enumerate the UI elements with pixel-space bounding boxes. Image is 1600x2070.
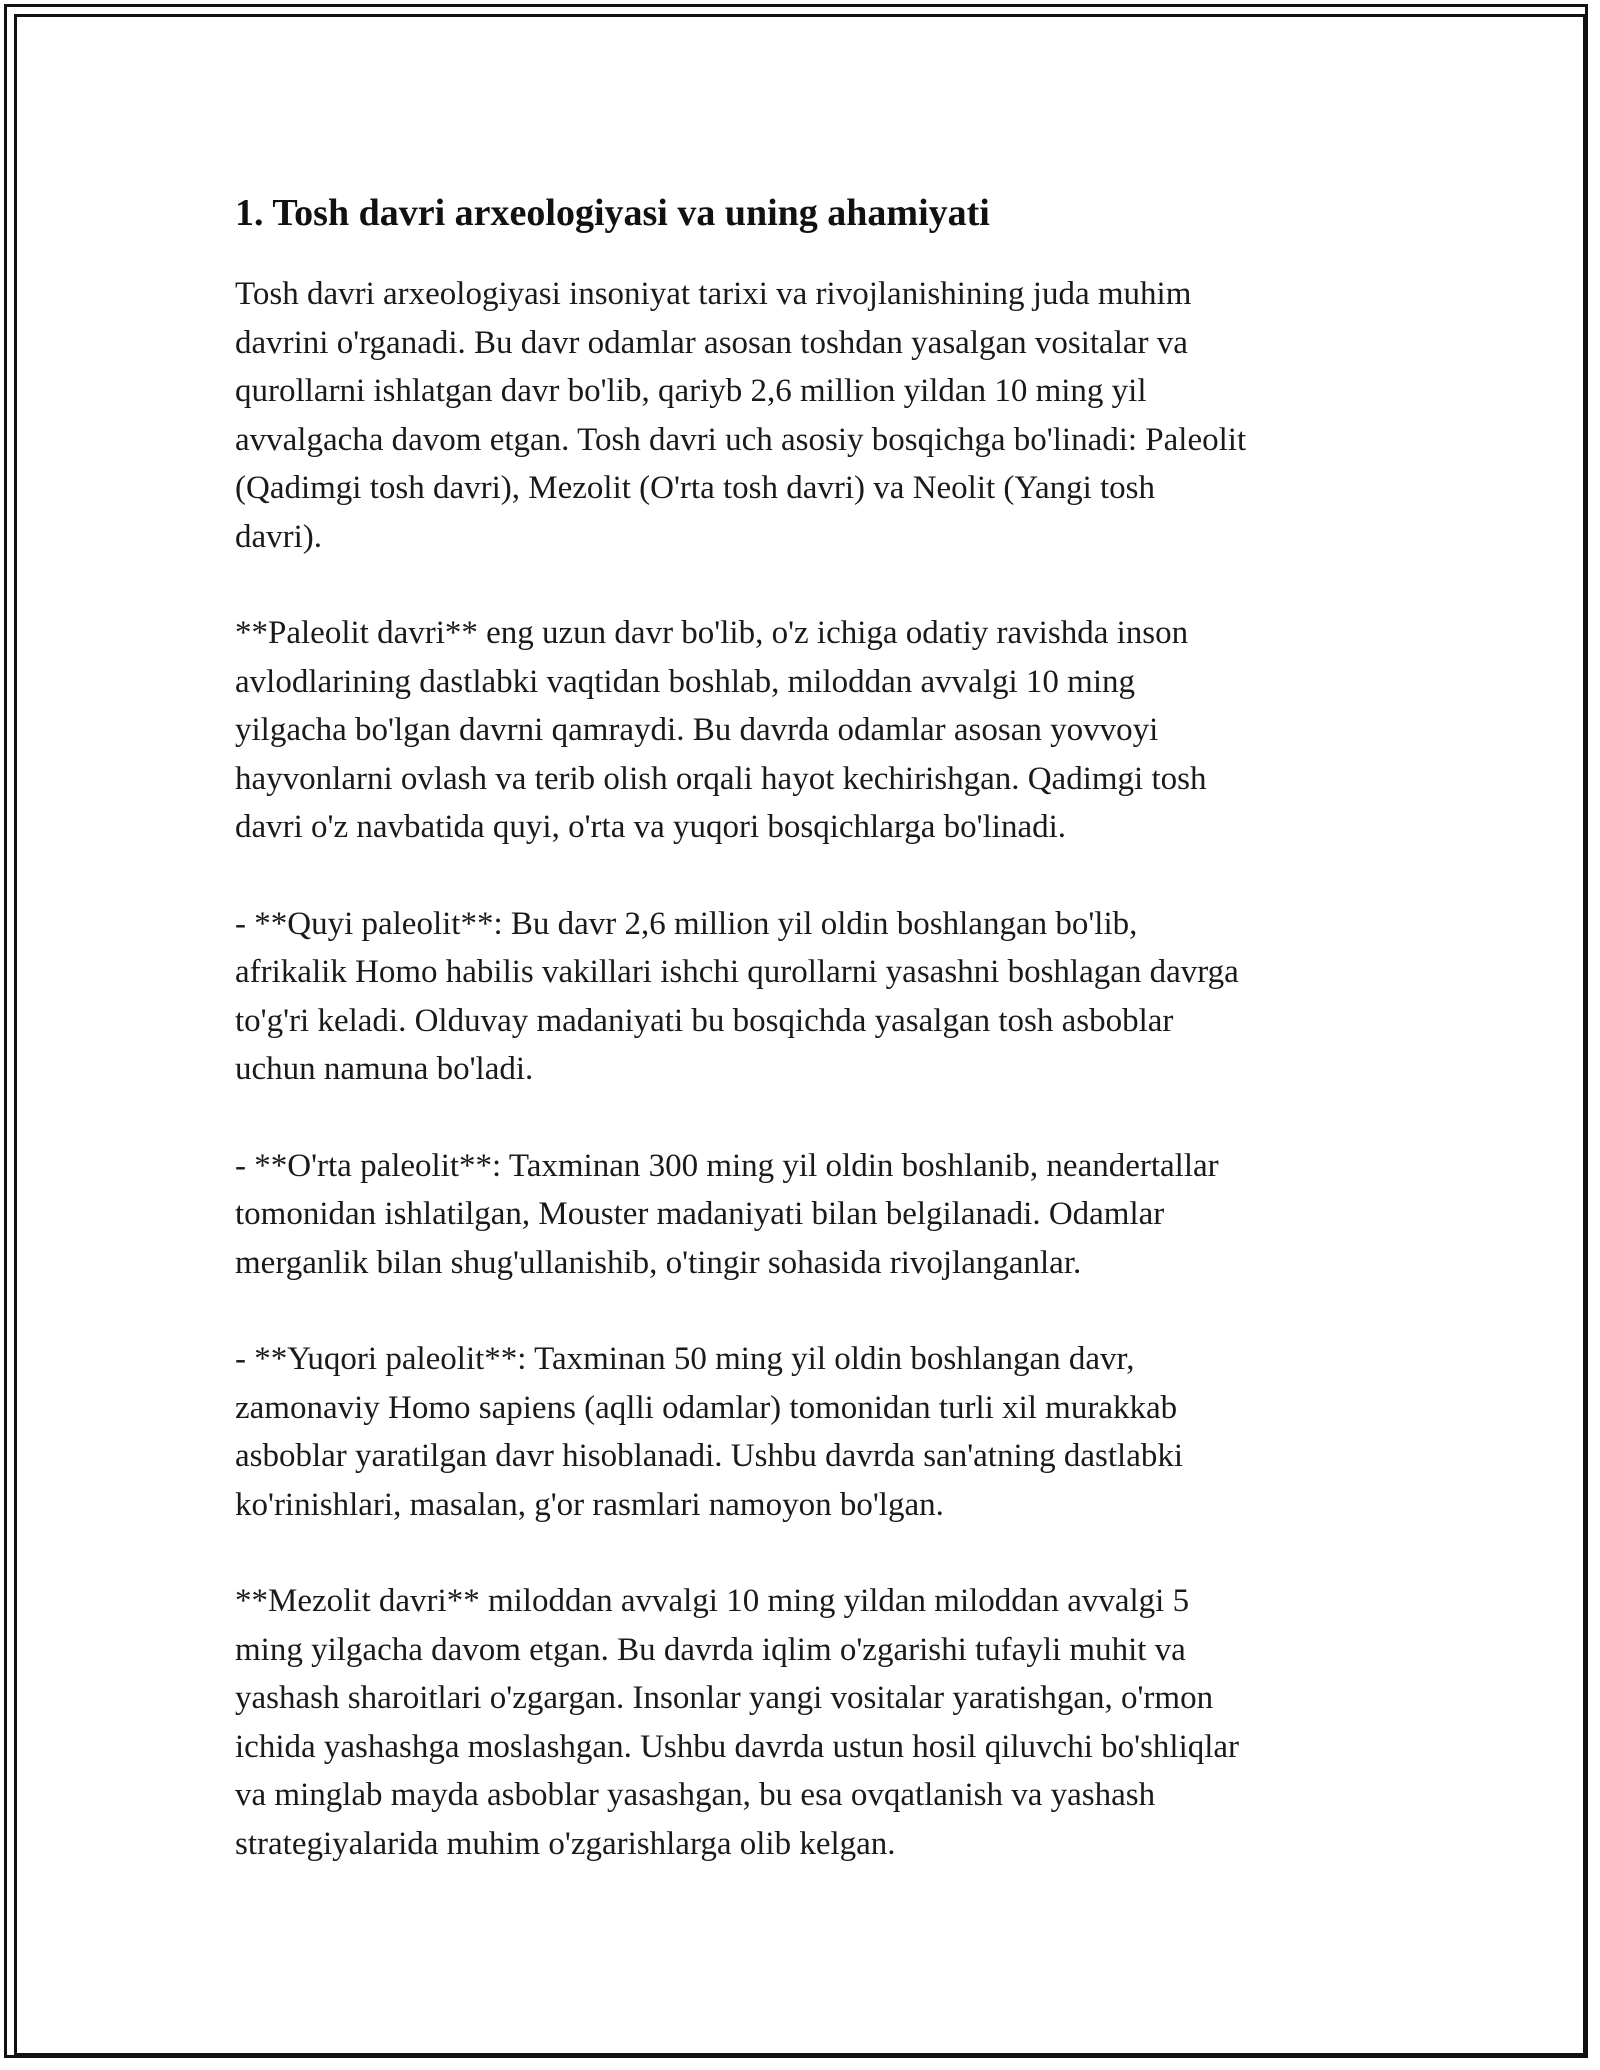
paragraph-yuqori-paleolit: - **Yuqori paleolit**: Taxminan 50 ming yil oldin boshlangan davr, zamonaviy Homo sapiens (aqlli odamlar) tomonidan turli xil murakkab asboblar yaratilgan davr hisoblanadi. Ushbu davrda san'atning dastlabki ko'rinishlari, masalan, g'or rasmlari namoyon bo'lgan. [235, 1341, 1184, 1523]
section-heading: 1. Tosh davri arxeologiyasi va uning ahamiyati [235, 192, 990, 234]
paragraph-quyi-paleolit: - **Quyi paleolit**: Bu davr 2,6 million yil oldin boshlangan bo'lib, afrikalik Homo habilis vakillari ishchi qurollarni yasashni boshlagan davrga to'g'ri keladi. Olduvay madaniyati bu bosqichda yasalgan tosh asboblar uchun namuna bo'ladi. [235, 905, 1239, 1087]
paragraph-mezolit: **Mezolit davri** miloddan avvalgi 10 ming yildan miloddan avvalgi 5 ming yilgacha davom etgan. Bu davrda iqlim o'zgarishi tufayli muhit va yashash sharoitlari o'zgargan. Insonlar yangi vositalar yaratishgan, o'rmon ichida yashashga moslashgan. Ushbu davrda ustun hosil qiluvchi bo'shliqlar va minglab mayda asboblar yasashgan, bu esa ovqatlanish va yashash strategiyalarida muhim o'zgarishlarga olib kelgan. [235, 1583, 1240, 1862]
paragraph-intro: Tosh davri arxeologiyasi insoniyat tarixi va rivojlanishining juda muhim davrini o'rganadi. Bu davr odamlar asosan toshdan yasalgan vositalar va qurollarni ishlatgan davr bo'lib, qariyb 2,6 million yildan 10 ming yil avvalgacha davom etgan. Tosh davri uch asosiy bosqichga bo'linadi: Paleolit (Qadimgi tosh davri), Mezolit (O'rta tosh davri) va Neolit (Yangi tosh davri). [235, 276, 1247, 555]
document-body [235, 190, 1375, 1916]
paragraph-paleolit: **Paleolit davri** eng uzun davr bo'lib, o'z ichiga odatiy ravishda inson avlodlarining dastlabki vaqtidan boshlab, miloddan avvalgi 10 ming yilgacha bo'lgan davrni qamraydi. Bu davrda odamlar asosan yovvoyi hayvonlarni ovlash va terib olish orqali hayot kechirishgan. Qadimgi tosh davri o'z navbatida quyi, o'rta va yuqori bosqichlarga bo'linadi. [235, 615, 1207, 845]
paragraph-orta-paleolit: - **O'rta paleolit**: Taxminan 300 ming yil oldin boshlanib, neandertallar tomonidan ishlatilgan, Mouster madaniyati bilan belgilanadi. Odamlar merganlik bilan shug'ullanishib, o'tingir sohasida rivojlanganlar. [235, 1147, 1219, 1281]
